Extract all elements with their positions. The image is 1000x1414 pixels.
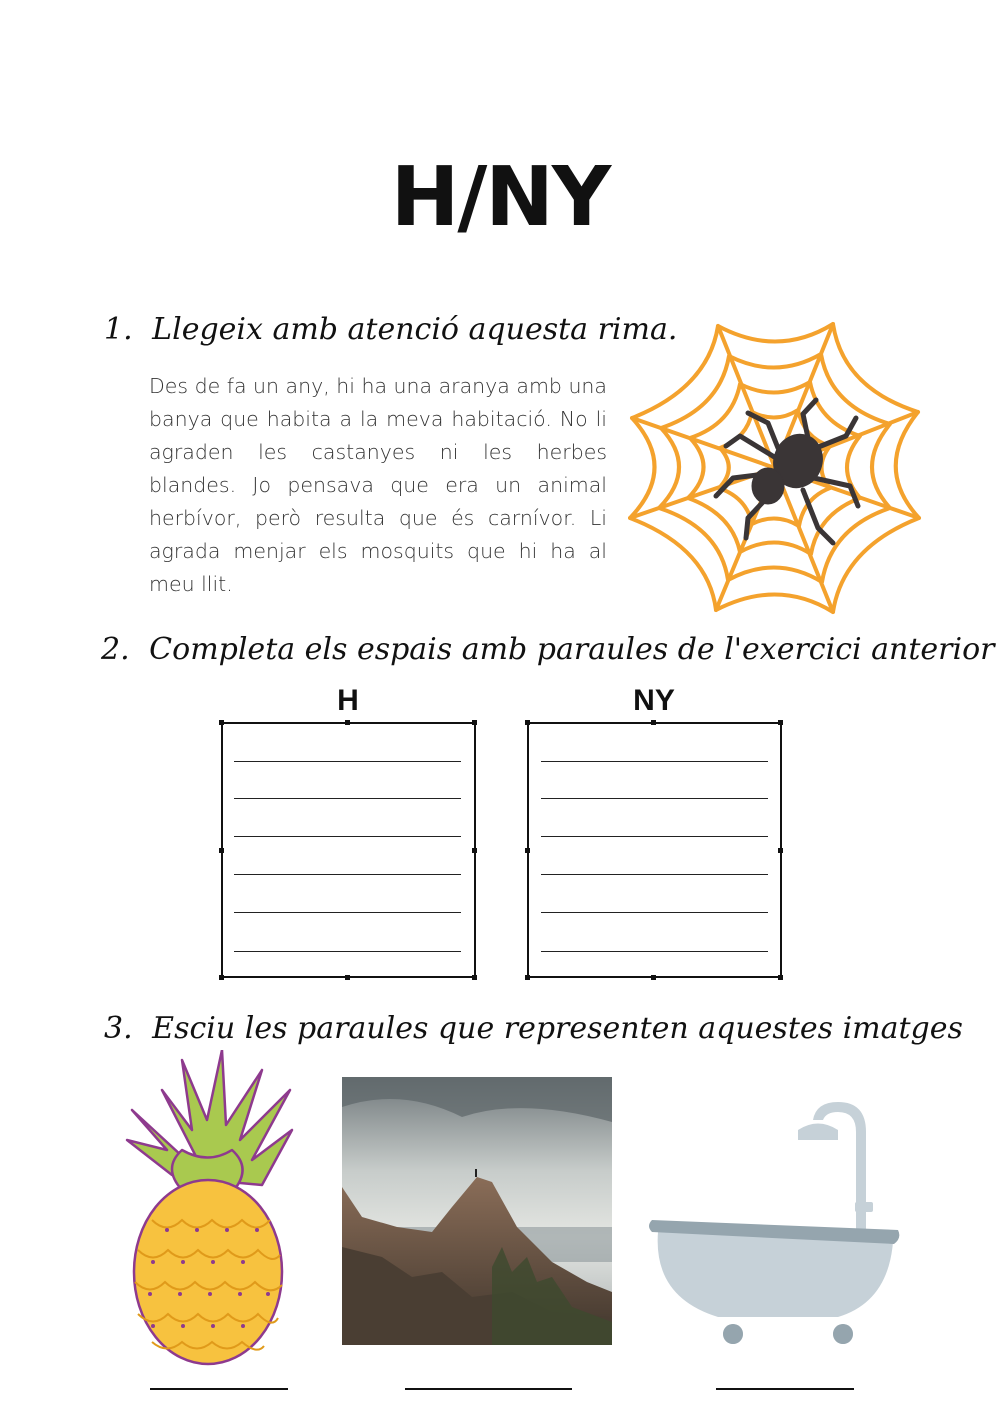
box-handle [651,975,656,980]
write-line[interactable] [541,912,768,913]
write-line[interactable] [541,836,768,837]
box-handle [345,975,350,980]
box-handle [525,720,530,725]
pineapple-icon [122,1050,294,1368]
box-handle [525,975,530,980]
mountain-photo [342,1077,612,1345]
write-line[interactable] [541,951,768,952]
box-handle [778,975,783,980]
box-handle [472,848,477,853]
write-line[interactable] [541,874,768,875]
section-2-number: 2. [101,632,130,667]
write-line[interactable] [234,836,461,837]
box-handle [472,975,477,980]
answer-line-bathtub[interactable] [716,1388,854,1390]
column-label-h: H [337,684,359,717]
write-line[interactable] [234,798,461,799]
box-handle [219,975,224,980]
bathtub-icon [648,1092,903,1344]
section-3-title: Esciu les paraules que representen aquestes imatges [152,1011,963,1046]
write-line[interactable] [234,874,461,875]
box-handle [219,720,224,725]
write-line[interactable] [541,798,768,799]
write-line[interactable] [234,761,461,762]
section-1-heading [104,312,677,347]
column-label-ny: NY [633,684,675,717]
write-line[interactable] [234,951,461,952]
box-handle [778,720,783,725]
box-handle [345,720,350,725]
section-2-heading [101,632,995,667]
answer-line-pineapple[interactable] [150,1388,288,1390]
page-title: H/NY [390,150,610,245]
write-line[interactable] [541,761,768,762]
section-1-number: 1. [104,312,133,347]
box-handle [472,720,477,725]
section-2-title: Completa els espais amb paraules de l'exercici anterior [149,632,995,667]
section-3-heading [104,1011,963,1046]
section-1-title: Llegeix amb atenció aquesta rima. [152,312,678,347]
answer-line-mountain[interactable] [405,1388,572,1390]
box-handle [651,720,656,725]
section-3-number: 3. [104,1011,133,1046]
spider-web-icon [628,318,923,616]
write-line[interactable] [234,912,461,913]
box-handle [525,848,530,853]
box-handle [778,848,783,853]
box-handle [219,848,224,853]
rhyme-text: Des de fa un any, hi ha una aranya amb una banya que habita a la meva habitació. No li agraden les castanyes ni les herbes blandes. Jo pensava que era un animal herbívor, però resulta que és carnívor. Li agrada menjar els mosquits que hi ha al meu llit. [149,374,607,596]
